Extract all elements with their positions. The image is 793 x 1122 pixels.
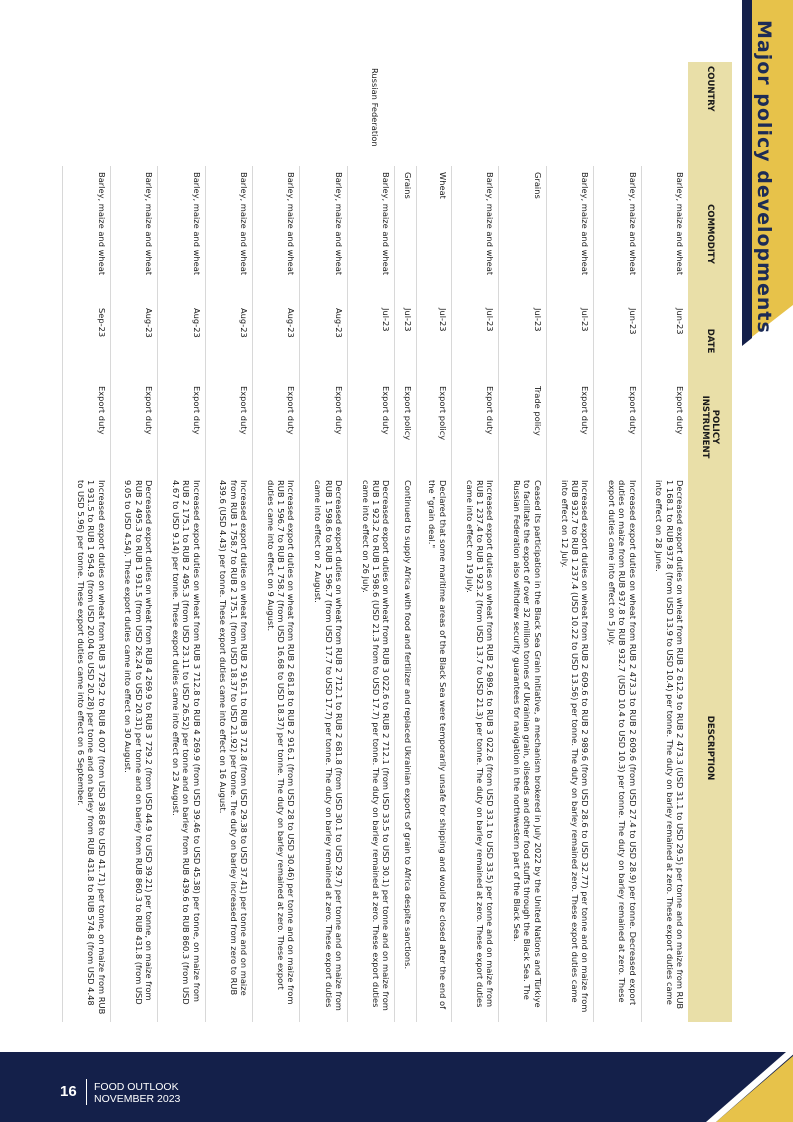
cell-commodity: Barley, maize and wheat <box>300 166 347 302</box>
cell-policy-instrument: Export duty <box>253 380 300 474</box>
cell-description: Increased export duties on wheat from RUB 3 712.8 to RUB 4 269.9 (from USD 39.46 to USD 45.38) per tonne, on maize from RUB 2 175.1 to RUB 2 495.3 (from USD 23.11 to USD 26.52) per tonne and on barley from RUB 439.6 to RUB 860.3 (from USD 4.67 to USD 9.14) per tonne. These export duties came into effect on 23 August. <box>158 474 205 1022</box>
cell-date: Jun-23 <box>594 302 641 380</box>
cell-commodity: Barley, maize and wheat <box>347 166 394 302</box>
table-row <box>641 62 688 1022</box>
cell-commodity: Barley, maize and wheat <box>546 166 593 302</box>
table-row <box>395 62 417 1022</box>
cell-description: Declared that some maritime areas of the Black Sea were temporarily unsafe for shipping and would be closed after the end of the "grain deal." <box>417 474 452 1022</box>
cell-date: Jul-23 <box>451 302 498 380</box>
table-row <box>158 62 205 1022</box>
cell-date: Aug-23 <box>205 302 252 380</box>
cell-commodity: Barley, maize and wheat <box>158 166 205 302</box>
cell-policy-instrument: Export duty <box>451 380 498 474</box>
table-row <box>63 62 111 1022</box>
header-date: DATE <box>688 302 732 380</box>
corner-tab-edge <box>742 0 752 346</box>
table-row <box>546 62 593 1022</box>
cell-description: Increased export duties on wheat from RUB 2 609.6 to RUB 2 989.6 (from USD 28.6 to USD 32.77) per tonne and on maize from RUB 932.7 to RUB 1 237.4 (USD 10.22 to USD 13.56) per tonne. The duty on barley remained zero. These export duties came into effect on 12 July. <box>546 474 593 1022</box>
section-title: Major policy developments <box>753 20 775 334</box>
cell-commodity: Barley, maize and wheat <box>451 166 498 302</box>
cell-commodity: Barley, maize and wheat <box>641 166 688 302</box>
cell-commodity: Wheat <box>417 166 452 302</box>
cell-date: Aug-23 <box>158 302 205 380</box>
table-row <box>499 62 546 1022</box>
cell-commodity: Barley, maize and wheat <box>110 166 157 302</box>
cell-policy-instrument: Trade policy <box>499 380 546 474</box>
cell-commodity: Barley, maize and wheat <box>594 166 641 302</box>
cell-date: Jul-23 <box>417 302 452 380</box>
cell-date: Jul-23 <box>395 302 417 380</box>
table-header-row <box>688 62 732 1022</box>
publication-label <box>94 1081 180 1105</box>
policy-table-container <box>62 62 732 1022</box>
cell-commodity: Grains <box>395 166 417 302</box>
cell-date: Aug-23 <box>253 302 300 380</box>
table-row <box>205 62 252 1022</box>
cell-date: Jul-23 <box>546 302 593 380</box>
table-row <box>110 62 157 1022</box>
cell-policy-instrument: Export duty <box>110 380 157 474</box>
footer-divider <box>86 1079 87 1105</box>
header-policy-instrument: POLICY INSTRUMENT <box>688 380 732 474</box>
cell-policy-instrument: Export duty <box>594 380 641 474</box>
cell-policy-instrument: Export duty <box>546 380 593 474</box>
table-row <box>347 62 394 1022</box>
header-country: COUNTRY <box>688 62 732 166</box>
cell-date: Jul-23 <box>499 302 546 380</box>
cell-date: Jul-23 <box>347 302 394 380</box>
cell-description: Increased export duties on wheat from RUB 2 473.3 to RUB 2 609.6 (from USD 27.4 to USD 28.9) per tonne. Decreased export duties on maize from RUB 937.8 to RUB 932.7 (USD 10.4 to USD 10.3) per tonne. The duty on barley remained at zero. These export duties came into effect on 5 July. <box>594 474 641 1022</box>
cell-description: Continued to supply Africa with food and fertilizer and replaced Ukrainian exports of grain to Africa despite sanctions. <box>395 474 417 1022</box>
table-row <box>594 62 641 1022</box>
cell-policy-instrument: Export duty <box>347 380 394 474</box>
table-body <box>63 62 689 1022</box>
cell-policy-instrument: Export policy <box>417 380 452 474</box>
cell-description: Increased export duties on wheat from RUB 2 681.8 to RUB 2 916.1 (from USD 28 to USD 30.46) per tonne and on maize from RUB 1 596.7 to RUB 1 758.7 (from USD 16.68 to USD 18.37) per tonne. The duty on barley remained at zero. These export duties came into effect on 9 August. <box>253 474 300 1022</box>
header-commodity: COMMODITY <box>688 166 732 302</box>
cell-commodity: Grains <box>499 166 546 302</box>
cell-policy-instrument: Export duty <box>641 380 688 474</box>
cell-date: Aug-23 <box>300 302 347 380</box>
cell-description: Increased export duties on wheat from RUB 2 916.1 to RUB 3 712.8 (from USD 29.38 to USD 37.41) per tonne and on maize from RUB 1 758.7 to RUB 2 175.1 (from USD 18.37 to USD 21.92) per tonne. The duty on barley increased from zero to RUB 439.6 (USD 4.43) per tonne. These export duties came into effect on 16 August. <box>205 474 252 1022</box>
publication-line-1: FOOD OUTLOOK <box>94 1081 179 1093</box>
cell-policy-instrument: Export policy <box>395 380 417 474</box>
header-description: DESCRIPTION <box>688 474 732 1022</box>
page-number: 16 <box>60 1083 77 1100</box>
table-row <box>253 62 300 1022</box>
cell-description: Decreased export duties on wheat from RUB 2 612.9 to RUB 2 473.3 (USD 31.1 to USD 29.5) per tonne and on maize from RUB 1 168.1 to RUB 937.8 (from USD 13.9 to USD 10.4) per tonne. The duty on barley remained at zero. These export duties came into effect on 28 June. <box>641 474 688 1022</box>
cell-description: Decreased export duties on wheat from RUB 4 269.9 to RUB 3 729.2 (from USD 44.9 to USD 39.21) per tonne, on maize from RUB 2 495.3 to RUB 1 931.5 (from USD 26.24 to USD 20.31) per tonne and on barley from RUB 860.3 to RUB 431.8 (from USD 9.05 to USD 4.54). These export duties came into effect on 30 August. <box>110 474 157 1022</box>
cell-date: Sep-23 <box>63 302 111 380</box>
cell-description: Increased export duties on wheat from RUB 2 989.6 to RUB 3 022.6 (from USD 33.1 to USD 33.5) per tonne and on maize from RUB 1 237.4 to RUB 1 923.2 (from USD 13.7 to USD 21.3) per tonne. The duty on barley remained at zero. These export duties came into effect on 19 July. <box>451 474 498 1022</box>
cell-commodity: Barley, maize and wheat <box>205 166 252 302</box>
cell-policy-instrument: Export duty <box>205 380 252 474</box>
cell-policy-instrument: Export duty <box>158 380 205 474</box>
cell-policy-instrument: Export duty <box>300 380 347 474</box>
table-row <box>451 62 498 1022</box>
publication-line-2: NOVEMBER 2023 <box>94 1093 181 1105</box>
cell-policy-instrument: Export duty <box>63 380 111 474</box>
cell-description: Increased export duties on wheat from RUB 3 729.2 to RUB 4 007 (from USD 38.68 to USD 41.71) per tonne, on maize from RUB 1 931.5 to RUB 1 954.9 (from USD 20.04 to USD 20.28) per tonne and on barley from RUB 431.8 to RUB 574.8 (from USD 4.48 to USD 5.96) per tonne. These export duties came into effect on 6 September. <box>63 474 111 1022</box>
cell-date: Aug-23 <box>110 302 157 380</box>
cell-commodity: Barley, maize and wheat <box>253 166 300 302</box>
cell-description: Decreased export duties on wheat from RUB 2 712.1 to RUB 2 681.8 (from USD 30.1 to USD 29.7) per tonne and on maize from RUB 1 598.6 to RUB 1 596.7 (from USD 17.7 to USD 17.7) per tonne. The duty on barley remained at zero. These export duties came into effect on 2 August. <box>300 474 347 1022</box>
table-row <box>417 62 452 1022</box>
policy-table <box>62 62 732 1022</box>
cell-description: Ceased its participation in the Black Sea Grain Initiative, a mechanism brokered in July 2022 by the United Nations and Türkiye to facilitate the export of over 32 million tonnes of Ukrainian grain, oilseeds and other food stuffs through the Black Sea. The Russian Federation also withdrew security guarantees for navigation in the northwestern part of the Black Sea. <box>499 474 546 1022</box>
cell-date: Jun-23 <box>641 302 688 380</box>
cell-description: Decreased export duties on wheat from RUB 3 022.6 to RUB 2 712.1 (from USD 33.5 to USD 30.1) per tonne and on maize from RUB 1 923.2 to RUB 1 598.6 (USD 21.3 from to USD 17.7) per tonne. The duty on barley remained at zero. These export duties came into effect on 26 July. <box>347 474 394 1022</box>
cell-commodity: Barley, maize and wheat <box>63 166 111 302</box>
cell-country: Russian Federation <box>370 68 381 147</box>
table-row <box>300 62 347 1022</box>
